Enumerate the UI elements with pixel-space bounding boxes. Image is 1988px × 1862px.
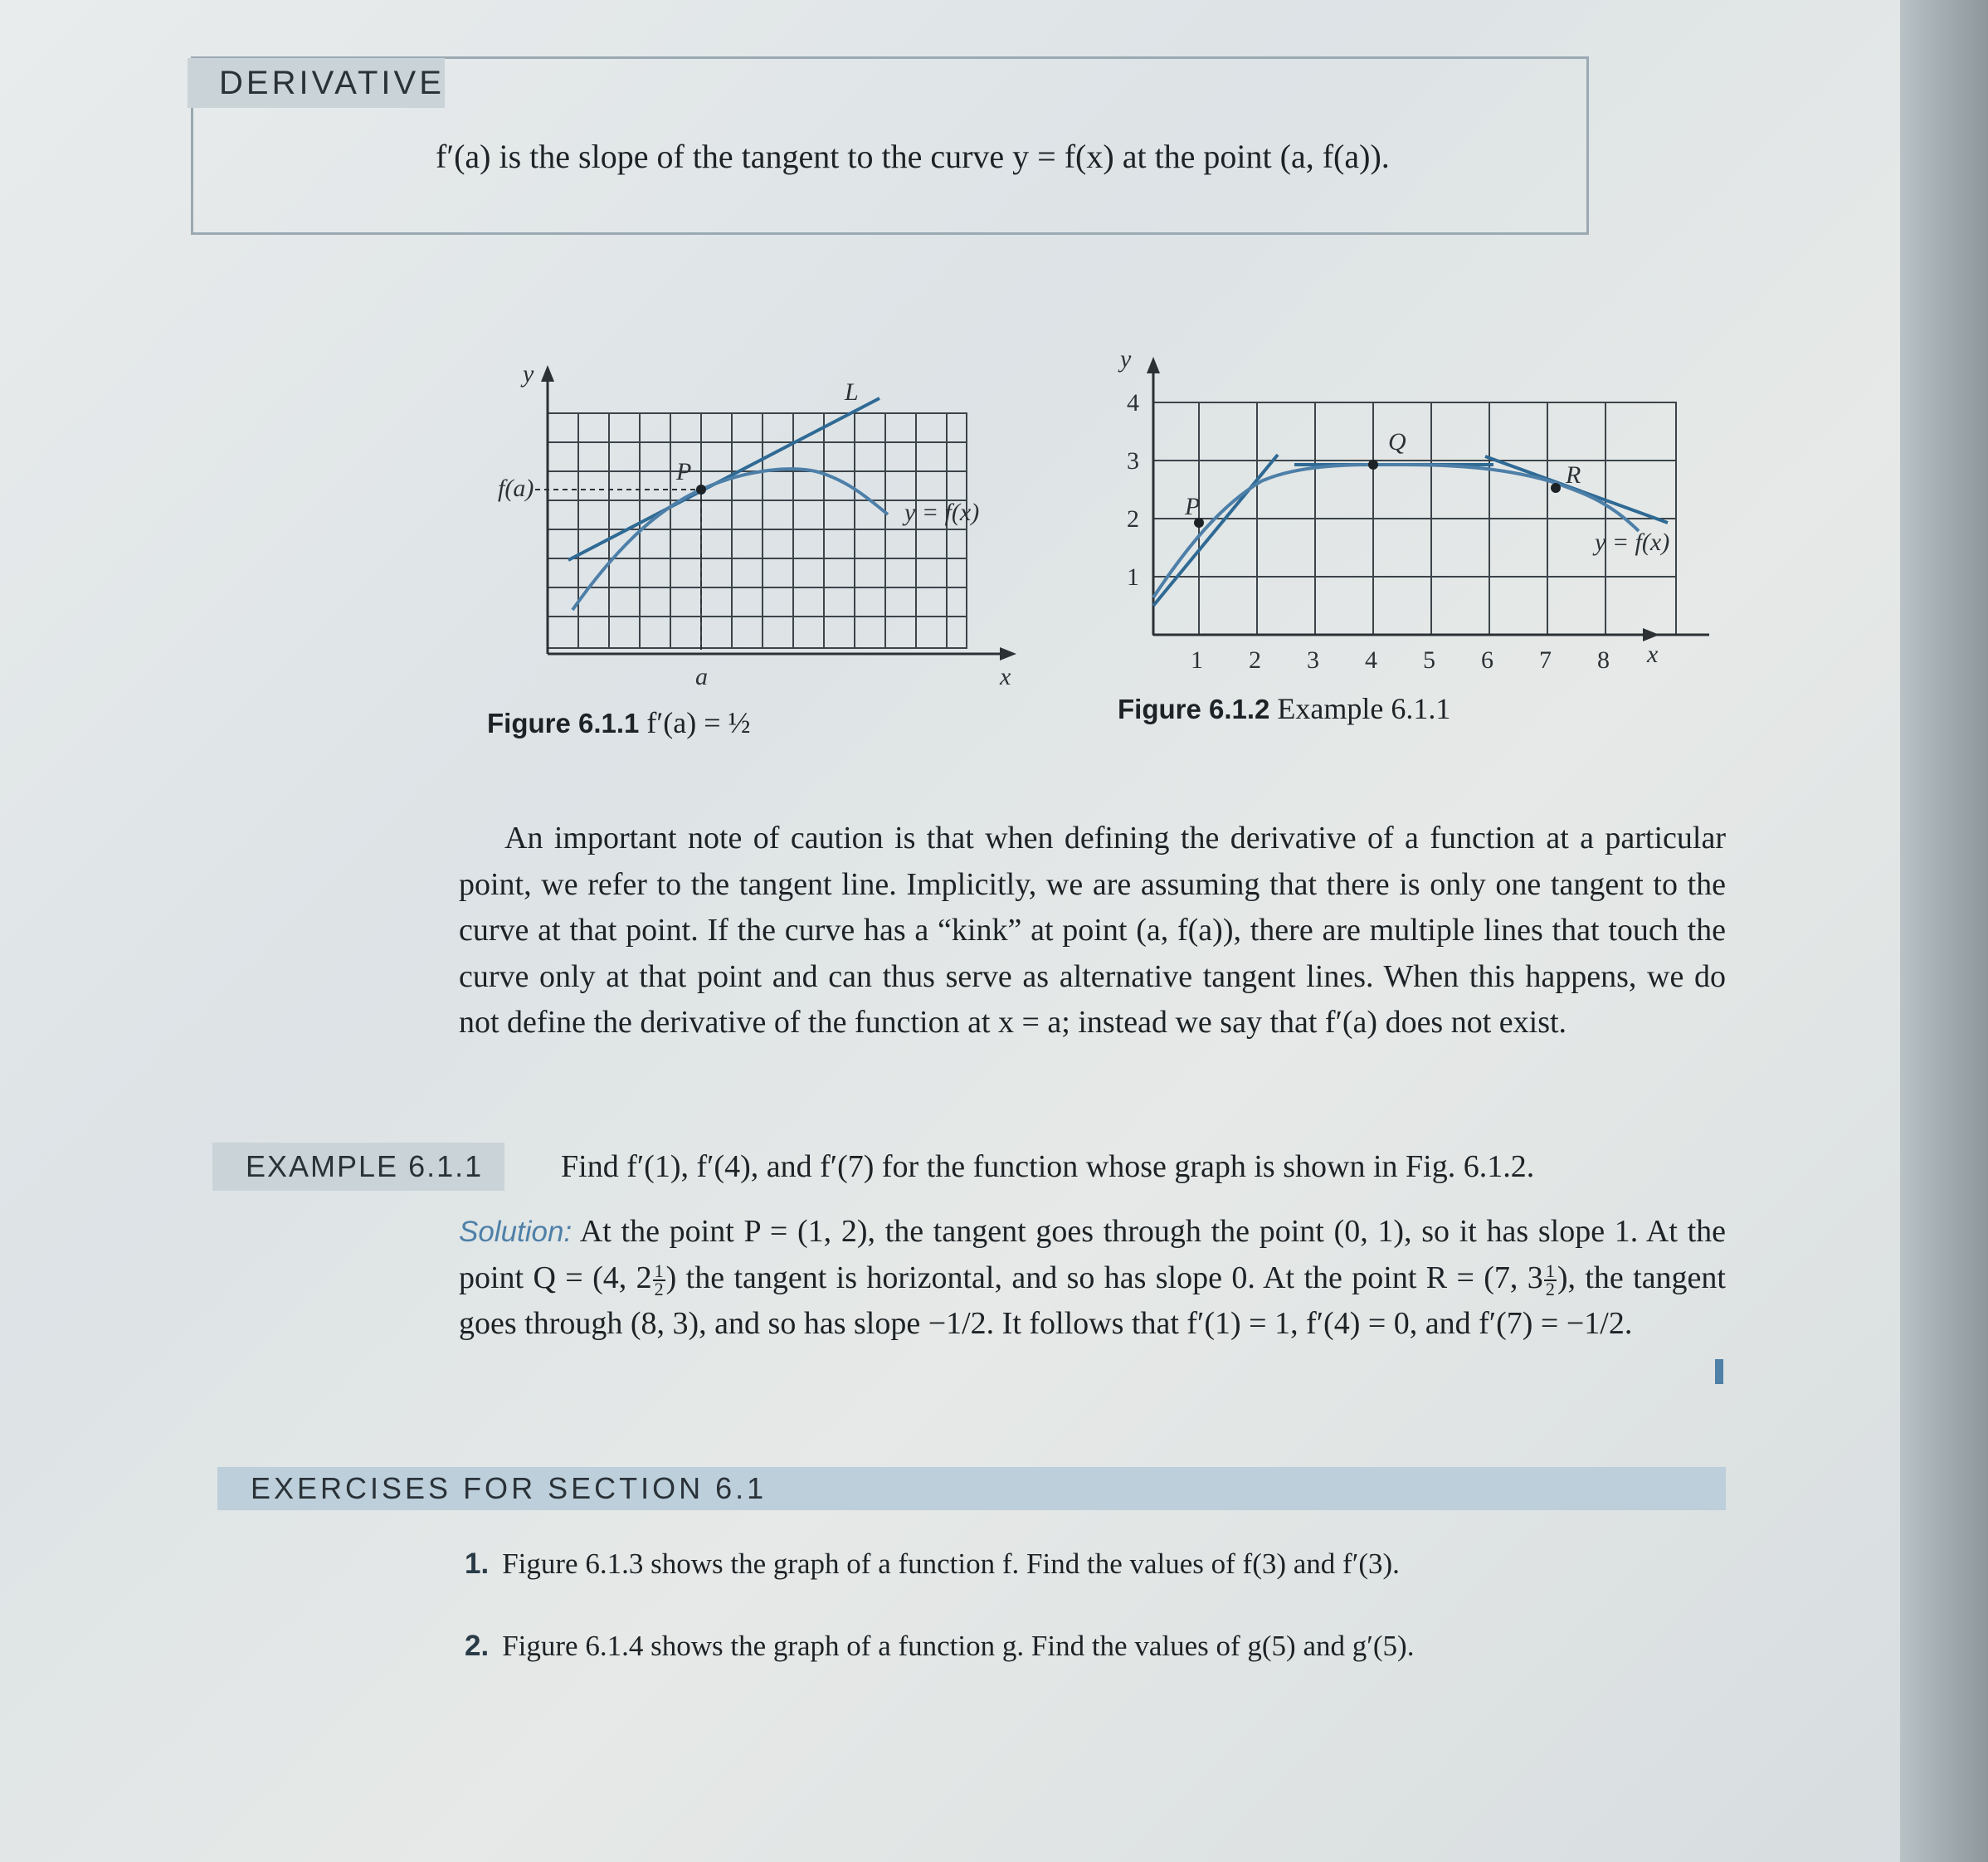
- fig1-x-label: x: [1000, 663, 1011, 689]
- page-edge-shadow: [1900, 0, 1988, 1862]
- figure-6-1-2: [1095, 349, 1709, 689]
- solution-text-part3: ), the tangent goes through (8, 3), and so has slope −1/2. It follows that f′(1) = 1, f′(4) = 0, and f′(7) = −1/2.: [459, 1260, 1726, 1341]
- fig2-caption-text: Example 6.1.1: [1277, 692, 1451, 725]
- fig2-y-tick-4: 4: [1127, 389, 1139, 417]
- fig2-x-tick-8: 8: [1597, 646, 1610, 674]
- fig1-caption-text: f′(a) = ½: [646, 706, 751, 739]
- solution-frac-r: $\frac{1}{2}$: [1545, 1260, 1555, 1299]
- fig1-grid-frame: [548, 413, 967, 648]
- exercise-1-text: Figure 6.1.3 shows the graph of a function f. Find the values of f(3) and f′(3).: [502, 1548, 1400, 1580]
- fig1-y-label: y: [523, 360, 534, 388]
- exercise-item-2: [465, 1630, 1414, 1663]
- fig2-x-tick-3: 3: [1307, 646, 1319, 674]
- fig2-y-tick-1: 1: [1127, 563, 1139, 591]
- fig2-y-tick-2: 2: [1127, 505, 1139, 533]
- solution-label: Solution:: [459, 1216, 573, 1248]
- fig2-y-tick-labels: [1127, 389, 1139, 591]
- fig2-curve-label: y = f(x): [1595, 529, 1670, 556]
- fig1-P-label: P: [676, 458, 692, 485]
- exercise-2-text: Figure 6.1.4 shows the graph of a function g. Find the values of g(5) and g′(5).: [502, 1630, 1415, 1662]
- example-tag: EXAMPLE 6.1.1: [212, 1143, 504, 1191]
- solution-text-part1: At the point P = (1, 2), the tangent goes through the point (0, 1), so it has slope 1. At the point Q = (4, 2: [459, 1214, 1726, 1295]
- fig2-y-arrow: [1147, 357, 1160, 373]
- fig1-grid: [548, 413, 967, 648]
- exercise-2-number: 2.: [465, 1630, 490, 1662]
- fig1-L-label: L: [845, 378, 859, 406]
- fig2-x-label: x: [1647, 641, 1659, 668]
- fig2-grid: [1153, 402, 1676, 635]
- fig2-y-tick-3: 3: [1127, 447, 1139, 475]
- fig2-x-tick-1: 1: [1191, 646, 1203, 674]
- figure-6-1-1-caption: [487, 705, 751, 740]
- exercises-title: EXERCISES FOR SECTION 6.1: [217, 1467, 1726, 1510]
- fig2-R-label: R: [1566, 461, 1581, 489]
- fig2-x-tick-5: 5: [1423, 646, 1435, 674]
- end-of-example-mark: [1715, 1359, 1723, 1384]
- fig2-x-tick-7: 7: [1539, 646, 1552, 674]
- solution-frac-q: $\frac{1}{2}$: [654, 1260, 664, 1299]
- fig2-Q-label: Q: [1388, 428, 1406, 456]
- fig2-x-tick-6: 6: [1481, 646, 1493, 674]
- caution-paragraph: [459, 816, 1726, 1046]
- figure-6-1-2-caption: [1118, 691, 1450, 726]
- fig2-x-tick-4: 4: [1365, 646, 1377, 674]
- figure-6-1-1: [465, 357, 1045, 689]
- fig1-curve-label: y = f(x): [904, 499, 980, 526]
- example-question: Find f′(1), f′(4), and f′(7) for the function whose graph is shown in Fig. 6.1.2.: [561, 1149, 1535, 1184]
- caution-text: An important note of caution is that when defining the derivative of a function at a particular point, we refer to the tangent line. Implicitly, we are assuming that there is only one tangent to the curve at that point. If the curve has a “kink” at point (a, f(a)), there are multiple lines that touch the curve only at that point and can thus serve as alternative tangent lines. When this happens, we do not define the derivative of the function at x = a; instead we say that f′(a) does not exist.: [459, 821, 1726, 1041]
- fig2-P-label: P: [1185, 493, 1201, 520]
- example-solution: [459, 1209, 1726, 1348]
- fig1-a-label: a: [695, 663, 708, 689]
- exercise-item-1: [465, 1548, 1400, 1581]
- fig2-tangent-P: [1153, 455, 1278, 606]
- fig1-caption-label: Figure 6.1.1: [487, 708, 640, 738]
- solution-text-part2: ) the tangent is horizontal, and so has slope 0. At the point R = (7, 3: [665, 1260, 1543, 1295]
- fig2-caption-label: Figure 6.1.2: [1118, 694, 1270, 724]
- fig1-x-arrow: [1000, 647, 1016, 660]
- fig2-point-Q: [1368, 460, 1378, 470]
- fig2-y-label: y: [1120, 349, 1132, 373]
- definition-tag: DERIVATIVE: [188, 58, 445, 108]
- fig2-x-arrow: [1643, 628, 1659, 641]
- exercise-1-number: 1.: [465, 1548, 490, 1580]
- fig1-point-P: [696, 485, 706, 495]
- fig2-x-tick-labels: [1191, 646, 1610, 674]
- definition-text: f′(a) is the slope of the tangent to the curve y = f(x) at the point (a, f(a)).: [436, 138, 1390, 175]
- fig2-point-R: [1551, 483, 1561, 493]
- fig1-fa-label: f(a): [498, 475, 534, 502]
- fig1-y-arrow: [541, 365, 554, 382]
- fig2-x-tick-2: 2: [1249, 646, 1261, 674]
